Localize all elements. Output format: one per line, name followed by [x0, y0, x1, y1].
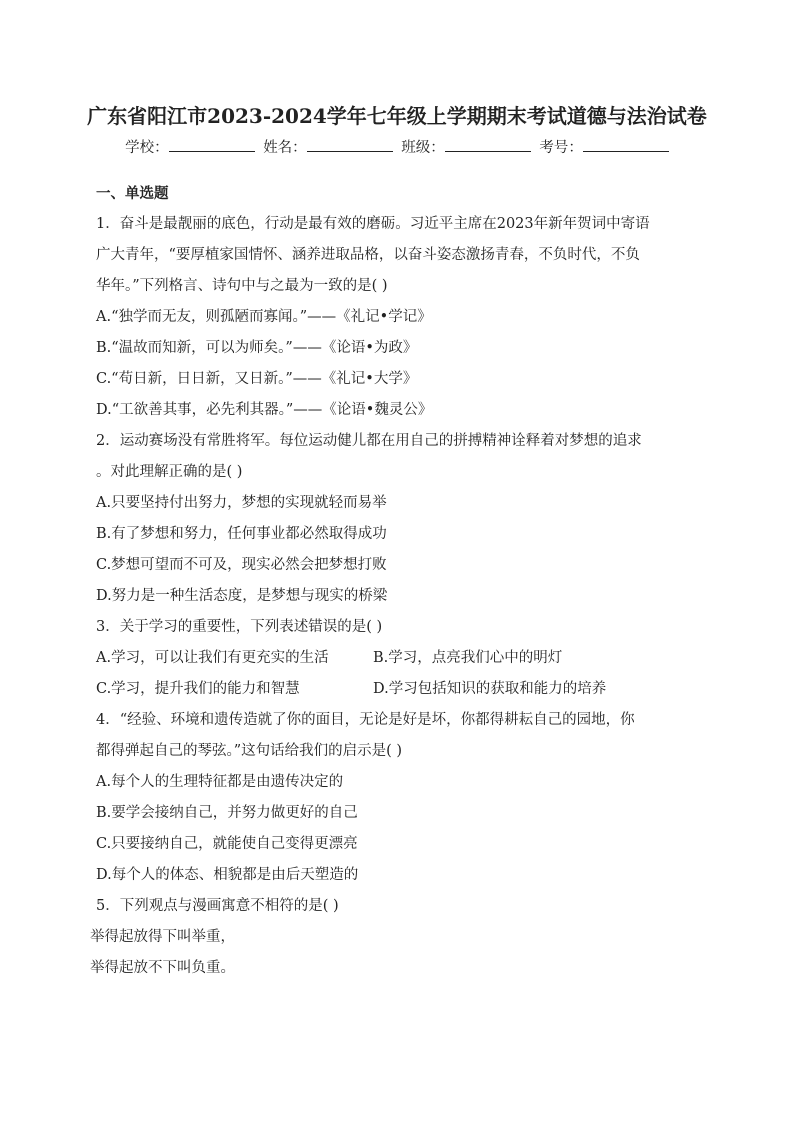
- exam-content: [90, 178, 706, 984]
- name-blank[interactable]: [307, 137, 393, 152]
- question-stem-line: 2．运动赛场没有常胜将军。每位运动健儿都在用自己的拼搏精神诠释着对梦想的追求: [96, 433, 642, 449]
- option-b[interactable]: B.要学会接纳自己，并努力做更好的自己: [96, 805, 358, 821]
- option-d[interactable]: D.努力是一种生活态度，是梦想与现实的桥梁: [96, 588, 388, 604]
- option-c[interactable]: C.只要接纳自己，就能使自己变得更漂亮: [96, 836, 358, 852]
- option-d[interactable]: D.“工欲善其事，必先利其器。”——《论语•魏灵公》: [96, 402, 433, 418]
- option-c[interactable]: C.“苟日新，日日新，又日新。”——《礼记•大学》: [96, 371, 418, 387]
- question-stem-line: 广大青年，“要厚植家国情怀、涵养进取品格，以奋斗姿态激扬青春，不负时代，不负: [96, 247, 640, 263]
- question-stem-line: 华年。”下列格言、诗句中与之最为一致的是( ): [96, 278, 388, 294]
- number-blank[interactable]: [583, 137, 669, 152]
- exam-title: 广东省阳江市2023-2024学年七年级上学期期末考试道德与法治试卷: [87, 104, 707, 128]
- question-2: [96, 426, 706, 612]
- section-heading: 一、单选题: [96, 185, 169, 202]
- class-blank[interactable]: [445, 137, 531, 152]
- option-d[interactable]: D.学习包括知识的获取和能力的培养: [373, 681, 607, 697]
- question-stem-line: 4．“经验、环境和遗传造就了你的面目，无论是好是坏，你都得耕耘自己的园地，你: [96, 712, 635, 728]
- question-stem-line: 1．奋斗是最靓丽的底色，行动是最有效的磨砺。习近平主席在2023年新年贺词中寄语: [96, 216, 650, 232]
- option-d[interactable]: D.每个人的体态、相貌都是由后天塑造的: [96, 867, 359, 883]
- option-row: [96, 643, 706, 674]
- question-stem-line: 都得弹起自己的琴弦。”这句话给我们的启示是( ): [96, 743, 403, 759]
- school-blank[interactable]: [169, 137, 255, 152]
- cartoon-caption-line: 举得起放不下叫负重。: [90, 960, 235, 976]
- student-info-row: [0, 136, 794, 157]
- school-label: 学校：: [125, 140, 169, 156]
- question-3: [96, 612, 706, 705]
- question-1: [96, 209, 706, 426]
- option-b[interactable]: B.有了梦想和努力，任何事业都必然取得成功: [96, 526, 387, 542]
- option-b[interactable]: B.“温故而知新，可以为师矣。”——《论语•为政》: [96, 340, 418, 356]
- option-a[interactable]: A.每个人的生理特征都是由遗传决定的: [96, 774, 344, 790]
- question-5: [90, 891, 706, 984]
- option-c[interactable]: C.学习，提升我们的能力和智慧: [96, 681, 300, 697]
- option-a[interactable]: A.学习，可以让我们有更充实的生活: [96, 650, 329, 666]
- question-4: [96, 705, 706, 891]
- option-c[interactable]: C.梦想可望而不可及，现实必然会把梦想打败: [96, 557, 387, 573]
- name-label: 姓名：: [263, 140, 307, 156]
- number-label: 考号：: [539, 140, 583, 156]
- option-b[interactable]: B.学习，点亮我们心中的明灯: [373, 650, 563, 666]
- question-stem-line: 5．下列观点与漫画寓意不相符的是( ): [96, 898, 339, 914]
- option-a[interactable]: A.只要坚持付出努力，梦想的实现就轻而易举: [96, 495, 387, 511]
- option-row: [96, 674, 706, 705]
- question-stem-line: 。对此理解正确的是( ): [96, 464, 243, 480]
- cartoon-caption-line: 举得起放得下叫举重，: [90, 929, 235, 945]
- class-label: 班级：: [401, 140, 445, 156]
- question-stem-line: 3．关于学习的重要性，下列表述错误的是( ): [96, 619, 383, 635]
- option-a[interactable]: A.“独学而无友，则孤陋而寡闻。”——《礼记•学记》: [96, 309, 432, 325]
